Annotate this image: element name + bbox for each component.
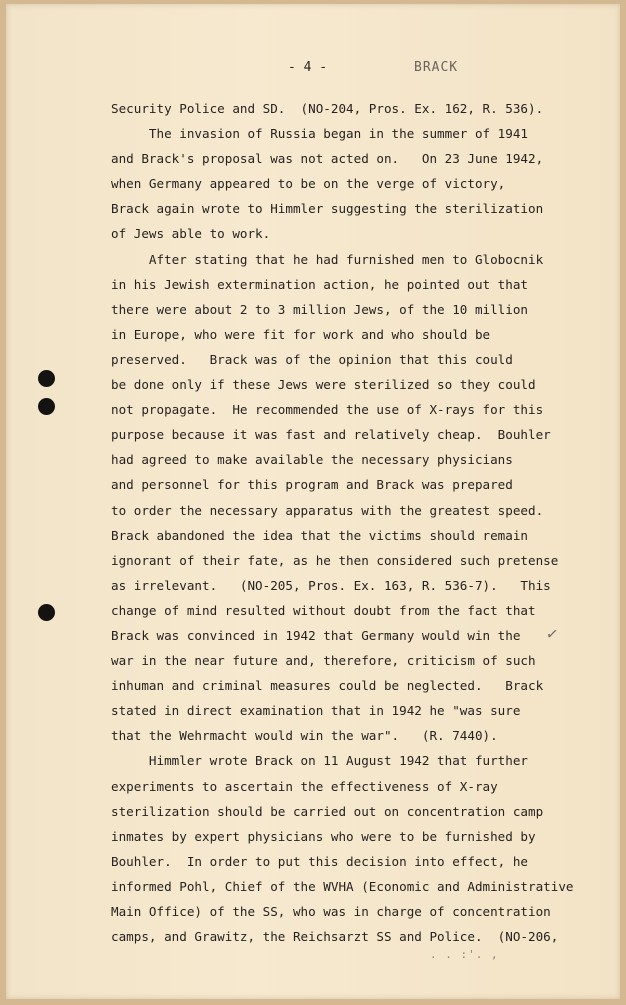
text-line: sterilization should be carried out on concentration camp (111, 803, 544, 819)
text-line: be done only if these Jews were sterilized so they could (111, 377, 536, 393)
text-line: The invasion of Russia began in the summer of 1941 (111, 126, 529, 142)
text-line: to order the necessary apparatus with the greatest speed. (111, 502, 544, 518)
text-line: purpose because it was fast and relatively cheap. Bouhler (111, 427, 551, 443)
text-line: Brack again wrote to Himmler suggesting the sterilization (111, 201, 544, 217)
text-line: in Europe, who were fit for work and who should be (111, 326, 491, 342)
page-number: - 4 - (288, 60, 328, 75)
text-line: when Germany appeared to be on the verge of victory, (111, 176, 506, 192)
punch-hole (38, 604, 55, 621)
text-line: inhuman and criminal measures could be neglected. Brack (111, 678, 544, 694)
text-line: Main Office) of the SS, who was in charge of concentration (111, 904, 551, 919)
margin-check-mark: ✓ (544, 624, 560, 644)
text-line: that the Wehrmacht would win the war". (R. 7440). (111, 728, 498, 744)
text-line: not propagate. He recommended the use of X-rays for this (111, 402, 544, 418)
body-text (111, 96, 581, 949)
document-name: BRACK (414, 60, 459, 75)
text-line: stated in direct examination that in 1942 he "was sure (111, 703, 521, 719)
text-line: war in the near future and, therefore, criticism of such (111, 653, 536, 669)
text-line: Himmler wrote Brack on 11 August 1942 that further (111, 753, 529, 769)
text-line: change of mind resulted without doubt from the fact that (111, 602, 536, 618)
text-line: in his Jewish extermination action, he pointed out that (111, 276, 529, 292)
footer-mark: . . :'. , (430, 948, 499, 961)
text-line: camps, and Grawitz, the Reichsarzt SS and Police. (NO-206, (111, 929, 559, 945)
text-line: After stating that he had furnished men to Globocnik (111, 251, 544, 267)
text-line: Brack abandoned the idea that the victims should remain (111, 527, 529, 543)
text-line: Brack was convinced in 1942 that Germany would win the (111, 627, 521, 643)
punch-hole (38, 398, 55, 415)
text-line: experiments to ascertain the effectiveness of X-ray (111, 778, 498, 794)
text-line: ignorant of their fate, as he then considered such pretense (111, 552, 559, 568)
text-line: and personnel for this program and Brack was prepared (111, 477, 513, 493)
text-line: there were about 2 to 3 million Jews, of the 10 million (111, 301, 529, 317)
text-line: had agreed to make available the necessary physicians (111, 452, 513, 468)
text-line: preserved. Brack was of the opinion that this could (111, 351, 513, 367)
text-line: of Jews able to work. (111, 226, 271, 242)
punch-hole (38, 370, 55, 387)
text-line: Bouhler. In order to put this decision into effect, he (111, 853, 529, 869)
text-line: informed Pohl, Chief of the WVHA (Economic and Administrative (111, 878, 574, 894)
text-line: and Brack's proposal was not acted on. On 23 June 1942, (111, 151, 544, 167)
text-line: Security Police and SD. (NO-204, Pros. Ex. 162, R. 536). (111, 101, 544, 116)
text-line: as irrelevant. (NO-205, Pros. Ex. 163, R. 536-7). This (111, 577, 551, 593)
text-line: inmates by expert physicians who were to be furnished by (111, 828, 536, 844)
